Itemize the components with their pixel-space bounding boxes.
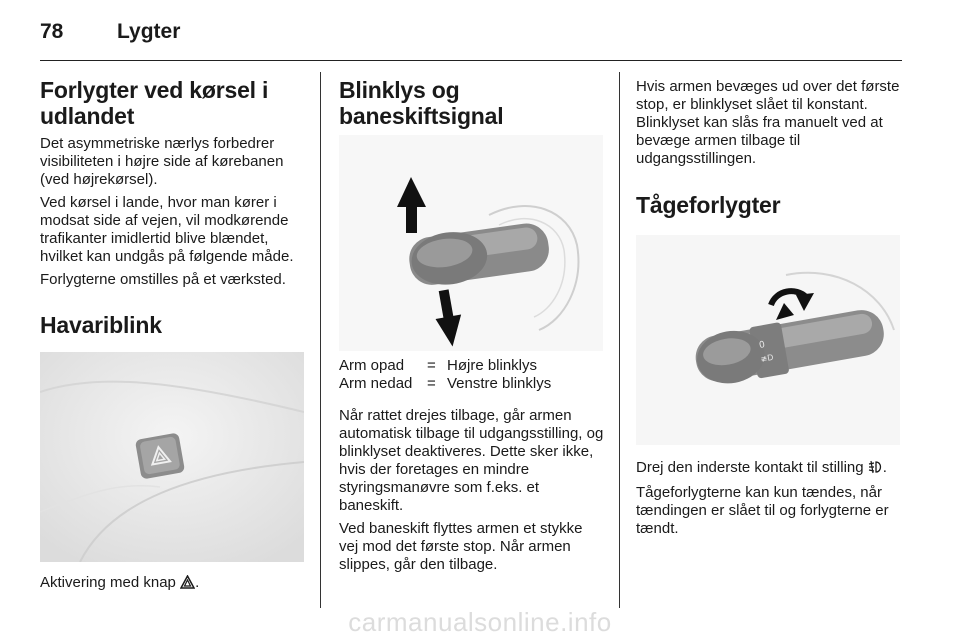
figure-caption: Aktivering med knap . <box>40 574 306 594</box>
header-rule <box>40 60 902 61</box>
hazard-button-illustration <box>40 352 304 562</box>
column-1 <box>40 74 306 594</box>
hazard-triangle-icon <box>180 575 195 594</box>
paragraph: Når rattet drejes tilbage, går armen automatisk tilbage til udgangsstilling, og blinklyset deaktiveres. Dette sker ikke, hvis der foretages en mindre styringsmanøvre som f.eks. et baneskift. <box>339 407 604 514</box>
signal-legend <box>339 357 551 393</box>
paragraph: Hvis armen bevæges ud over det første stop, er blinklyset slået til konstant. Blinklyset kan slås fra manuelt ved at bevæge armen tilbage til udgangsstillingen. <box>636 78 900 167</box>
chapter-title: Lygter <box>117 20 181 43</box>
column-3 <box>636 74 902 538</box>
fog-light-switch-illustration <box>636 235 900 445</box>
paragraph: Tågeforlygterne kan kun tændes, når tændingen er slået til og forlygterne er tændt. <box>636 484 889 537</box>
svg-text:≢D: ≢D <box>759 352 775 364</box>
section-heading-hazard: Havariblink <box>40 312 162 338</box>
column-divider <box>619 72 620 608</box>
section-heading-fog-lights: Tågeforlygter <box>636 192 781 218</box>
legend-row: Arm opad = Højre blinklys <box>339 357 538 374</box>
watermark: carmanualsonline.info <box>348 607 612 637</box>
paragraph: Forlygterne omstilles på et værksted. <box>40 271 286 288</box>
column-2 <box>339 74 605 574</box>
column-divider <box>320 72 321 608</box>
fog-light-icon <box>868 460 883 479</box>
section-heading-headlights-abroad: Forlygter ved kørsel i udlandet <box>40 77 269 129</box>
paragraph: Ved kørsel i lande, hvor man kører i modsat side af vejen, vil modkørende trafikanter imidlertid blive blændet, hvilket kan undgås på følgende måde. <box>40 194 294 265</box>
paragraph: Det asymmetriske nærlys forbedrer visibiliteten i højre side af kørebanen (ved højrekørsel). <box>40 135 284 188</box>
legend-row: Arm nedad = Venstre blinklys <box>339 375 552 392</box>
svg-text:0: 0 <box>758 340 766 351</box>
paragraph: Ved baneskift flyttes armen et stykke vej mod det første stop. Når armen slippes, går den tilbage. <box>339 520 583 573</box>
turn-signal-lever-illustration <box>339 135 603 351</box>
page-number: 78 <box>40 20 64 43</box>
section-heading-turn-signals: Blinklys og baneskiftsignal <box>339 77 504 129</box>
paragraph: Drej den inderste kontakt til stilling . <box>636 459 902 479</box>
